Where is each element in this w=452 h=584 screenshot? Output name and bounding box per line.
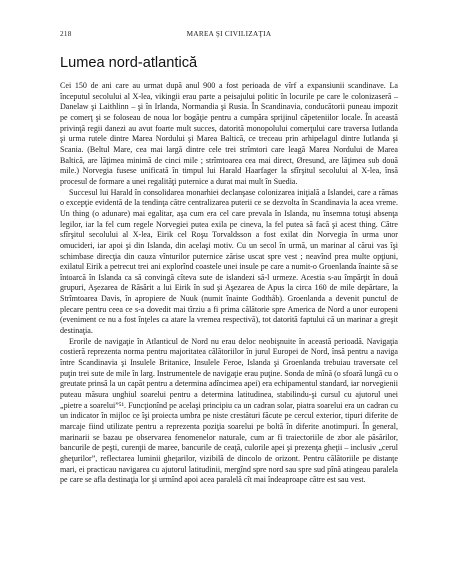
page-header bbox=[60, 30, 398, 42]
running-head: MAREA ŞI CIVILIZAŢIA bbox=[186, 30, 272, 38]
paragraph: Erorile de navigaţie în Atlanticul de Nord nu erau deloc neobişnuite în această perioadă. Navigaţia costieră reprezenta norma pentru majoritatea călătoriilor în jurul Europei de Nord, însă pentru a naviga între Scandinavia şi Insulele Britanice, Insulele Feroe, Islanda şi Groenlanda trebuiau traversate cel puţin trei sute de mile în larg. Instrumentele de navigaţie erau puţine. Sonda de mînă (o sfoară lungă cu o greutate prinsă la un capăt pentru a determina adîncimea apei) era echipamentul standard, iar norvegienii puteau măsura unghiul soarelui pentru a determina latitudinea, stabilindu-şi cursul cu ajutorul unei „pietre a soarelui”⁵¹. Funcţionînd pe acelaşi principiu ca un cadran solar, piatra soarelui era un cadran cu un indicator în mijloc ce îşi proiecta umbra pe niste crestături făcute pe cercul exterior, tipuri diferite de marcaje fiind utilizate pentru a reprezenta poziţia soarelui pe boltă în diferite anotimpuri. În general, marinarii se bazau pe observarea fenomenelor naturale, cum ar fi traiectoriile de zbor ale păsărilor, bancurile de peşti, curenţii de maree, bancurile de ceaţă, culorile apei şi prezenţa gheţii – inclusiv „cerul gheţurilor”, reflectarea luminii gheţarilor, vizibilă de dincolo de orizont. Pentru călătoriile pe distanţe mari, ei practicau navigarea cu ajutorul latitudinii, mergînd spre nord sau spre sud pînă atingeau paralela pe care se afla destinaţia lor şi urmînd apoi acea paralelă cît mai îndeaproape către est sau vest. bbox=[60, 336, 398, 485]
page-number: 218 bbox=[60, 30, 72, 38]
section-title: Lumea nord-atlantică bbox=[60, 55, 198, 71]
body-text bbox=[60, 81, 398, 486]
paragraph: Cei 150 de ani care au urmat după anul 900 a fost perioada de vîrf a expansiunii scandinave. La începutul secolului al X-lea, vikingii erau parte a peisajului politic în locurile pe care le colonizaseră – Danelaw şi Laithlinn – şi în Irlanda, Normandia şi Rusia. În Scandinavia, conducătorii puneau impozit pe comerţ şi se foloseau de noua lor bogăţie pentru a cumpăra sprijinul căpeteniilor locale. În această privinţă regii danezi au avut foarte mult succes, datorită monopolului comerţului care traversa Iutlanda şi urma rutele dintre Marea Nordului şi Marea Baltică, ce treceau prin arhipelagul dintre Iutlanda şi Scania. (Beltul Mare, cea mai largă dintre cele trei strîmtori care leagă Marea Nordului de Marea Baltică, are lăţimea minimă de cinci mile ; strîmtoarea cea mai direct, Øresund, are lăţimea sub două mile.) Norvegia fusese unificată în timpul lui Harald Haarfager la sfîrşitul secolului al X-lea, însă procesul de formare a unei regalităţi puternice a durat mai mult în Suedia. bbox=[60, 81, 398, 186]
paragraph: Succesul lui Harald în consolidarea monarhiei declanşase colonizarea iniţială a Islandei, care a rămas o excepţie evidentă de la tendinţa către centralizarea puterii ce se dezvolta în Scandinavia la acea vreme. Un thing (o adunare) mai egalitar, aşa cum era cel care prevala în Islanda, nu însemna totuşi absenţa legilor, iar la fel cum regele Norvegiei putea exila pe cineva, la fel putea să facă şi acest thing. Către sfîrşitul secolului al X-lea, Eirik cel Roşu Torvaldsson a fost exilat din Norvegia în urma unor omucideri, iar apoi şi din Islanda, din acelaşi motiv. Cu un secol în urmă, un marinar al cărui vas îşi schimbase direcţia din cauza vînturilor puternice zărise uscat spre vest ; neavînd prea multe opţiuni, exilatul Eirik a petrecut trei ani explorînd coastele unei insule pe care a numit-o Groenlanda înainte să se întoarcă în Islanda ca să convingă cîteva sute de islandezi să-l urmeze. Acestia s-au împărţit în două grupuri, Aşezarea de Răsărit a lui Eirik în sud şi Aşezarea de Apus la circa 160 de mile depărtare, la Strîmtoarea Davis, în apropiere de Nuuk (numit înainte Godthåb). Groenlanda a devenit punctul de plecare pentru ceea ce s-a dovedit mai tîrziu a fi prima călătorie spre America de Nord a unor europeni (eveniment ce nu a fost înţeles ca atare la vremea respectivă), tot datorită faptului că un marinar a greşit destinaţia. bbox=[60, 187, 398, 336]
